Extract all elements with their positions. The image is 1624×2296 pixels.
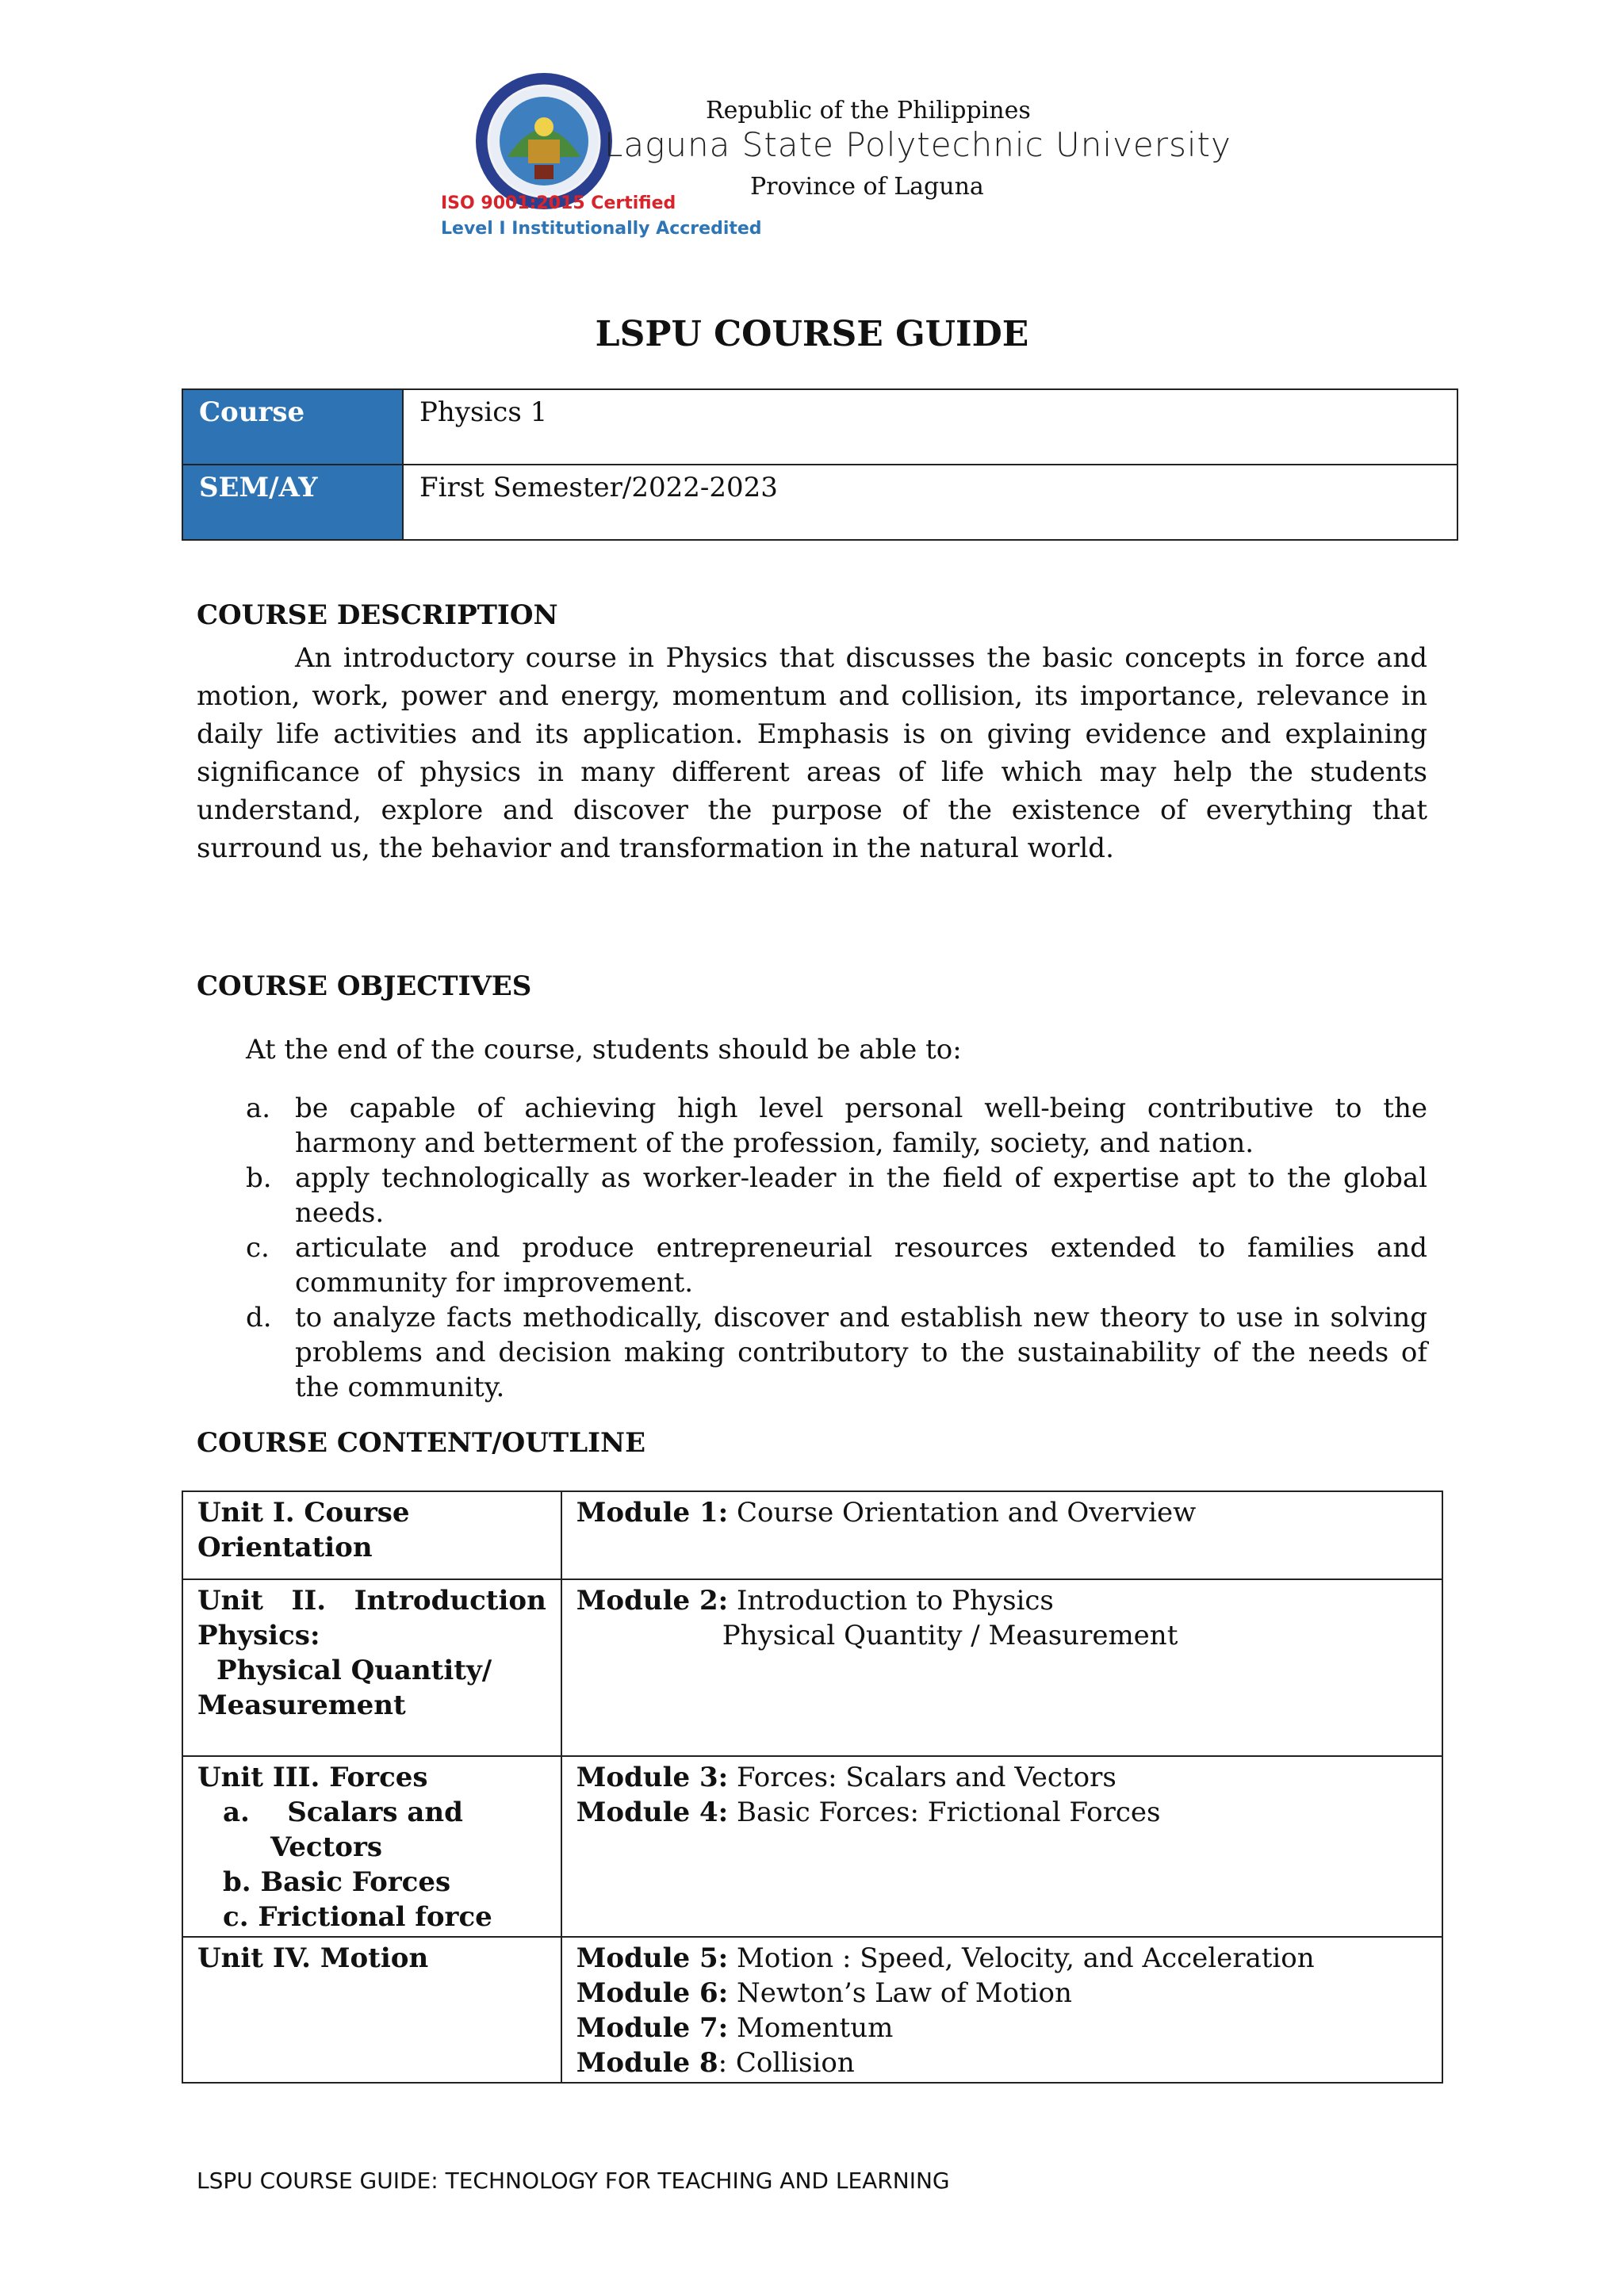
document-title: LSPU COURSE GUIDE [595,314,1029,354]
list-marker: d. [246,1302,272,1334]
list-item [197,1300,1427,1405]
module-line [576,1618,1427,1653]
unit-title: Physics: [197,1620,320,1651]
university-name: Laguna State Polytechnic University [604,125,1231,164]
module-label: Module 2: [576,1585,729,1617]
list-item-text: apply technologically as worker-leader in the field of expertise apt to the global needs. [295,1162,1427,1229]
unit-title: Orientation [197,1532,373,1563]
list-marker: c. [246,1232,270,1264]
course-description-heading: COURSE DESCRIPTION [197,599,558,631]
course-label: Course [199,396,305,428]
module-line [576,2045,1427,2080]
sem-ay-row [182,465,1457,540]
table-row [182,1491,1442,1579]
unit-subtitle: Physical Quantity/ [216,1655,492,1686]
module-text: : Collision [718,2047,855,2079]
course-outline-table [182,1490,1443,2084]
unit-subtitle: c. Frictional force [223,1901,492,1933]
module-cell [561,1579,1442,1756]
list-marker: b. [246,1162,272,1194]
module-line [576,1760,1427,1795]
module-cell [561,1756,1442,1937]
sem-ay-label: SEM/AY [199,472,318,503]
list-item [197,1091,1427,1161]
course-objectives-heading: COURSE OBJECTIVES [197,970,532,1002]
university-seal-logo [473,70,615,212]
list-item [197,1230,1427,1300]
unit-cell [182,1937,561,2083]
module-label: Module 4: [576,1797,729,1828]
table-row [182,1579,1442,1756]
objectives-intro: At the end of the course, students should be able to: [246,1034,962,1066]
module-label: Module 7: [576,2012,729,2044]
republic-label: Republic of the Philippines [706,97,1031,124]
module-label: Module 8 [576,2047,718,2079]
table-row [182,1756,1442,1937]
module-text: Motion : Speed, Velocity, and Acceleration [728,1942,1315,1974]
module-label: Module 6: [576,1977,729,2009]
list-item-text: to analyze facts methodically, discover and establish new theory to use in solving problems and decision making contributory to the sustainability of the needs of the community. [295,1302,1427,1403]
course-row [182,389,1457,465]
list-item [197,1161,1427,1230]
course-info-table [182,388,1458,541]
table-row [182,1937,1442,2083]
module-text: Basic Forces: Frictional Forces [728,1797,1161,1828]
module-text: Momentum [728,2012,894,2044]
course-value: Physics 1 [419,396,548,428]
module-line [576,1583,1427,1618]
module-line [576,1941,1427,1976]
unit-title: Unit I. Course [197,1497,410,1529]
province-label: Province of Laguna [750,173,984,201]
module-line [576,1495,1427,1530]
page-footer: LSPU COURSE GUIDE: TECHNOLOGY FOR TEACHING AND LEARNING [197,2168,950,2194]
unit-title: Unit II. Introduction [197,1585,546,1617]
unit-subtitle: Measurement [197,1689,406,1721]
unit-title: Unit III. Forces [197,1762,428,1793]
module-line [576,1976,1427,2011]
module-label: Module 1: [576,1497,729,1529]
module-text: Newton’s Law of Motion [728,1977,1072,2009]
module-cell [561,1491,1442,1579]
module-label: Module 5: [576,1942,729,1974]
unit-title: Unit IV. Motion [197,1942,429,1974]
unit-cell [182,1491,561,1579]
module-text: Physical Quantity / Measurement [722,1620,1178,1651]
course-outline-heading: COURSE CONTENT/OUTLINE [197,1427,646,1459]
list-marker: a. [246,1093,271,1124]
unit-subtitle: a. Scalars and [223,1797,463,1828]
module-line [576,2011,1427,2045]
iso-certification: ISO 9001:2015 Certified [441,193,676,213]
accreditation-label: Level I Institutionally Accredited [441,219,762,239]
module-text: Introduction to Physics [728,1585,1054,1617]
unit-cell [182,1579,561,1756]
list-item-text: articulate and produce entrepreneurial resources extended to families and community for improvement. [295,1232,1427,1299]
module-text: Course Orientation and Overview [728,1497,1197,1529]
module-cell [561,1937,1442,2083]
module-label: Module 3: [576,1762,729,1793]
unit-subtitle: Vectors [270,1831,383,1863]
unit-cell [182,1756,561,1937]
list-item-text: be capable of achieving high level personal well-being contributive to the harmony and betterment of the profession, family, society, and nation. [295,1093,1427,1159]
module-line [576,1795,1427,1830]
objectives-list [197,1091,1427,1405]
sem-ay-value: First Semester/2022-2023 [419,472,778,503]
unit-subtitle: b. Basic Forces [223,1866,451,1898]
module-text: Forces: Scalars and Vectors [728,1762,1116,1793]
course-description-text: An introductory course in Physics that discusses the basic concepts in force and motion, work, power and energy, momentum and collision, its importance, relevance in daily life activities and its application. Emphasis is on giving evidence and explaining significance of physics in many different areas of life which may help the students understand, explore and discover the purpose of the existence of everything that surround us, the behavior and transformation in the natural world. [197,642,1427,864]
